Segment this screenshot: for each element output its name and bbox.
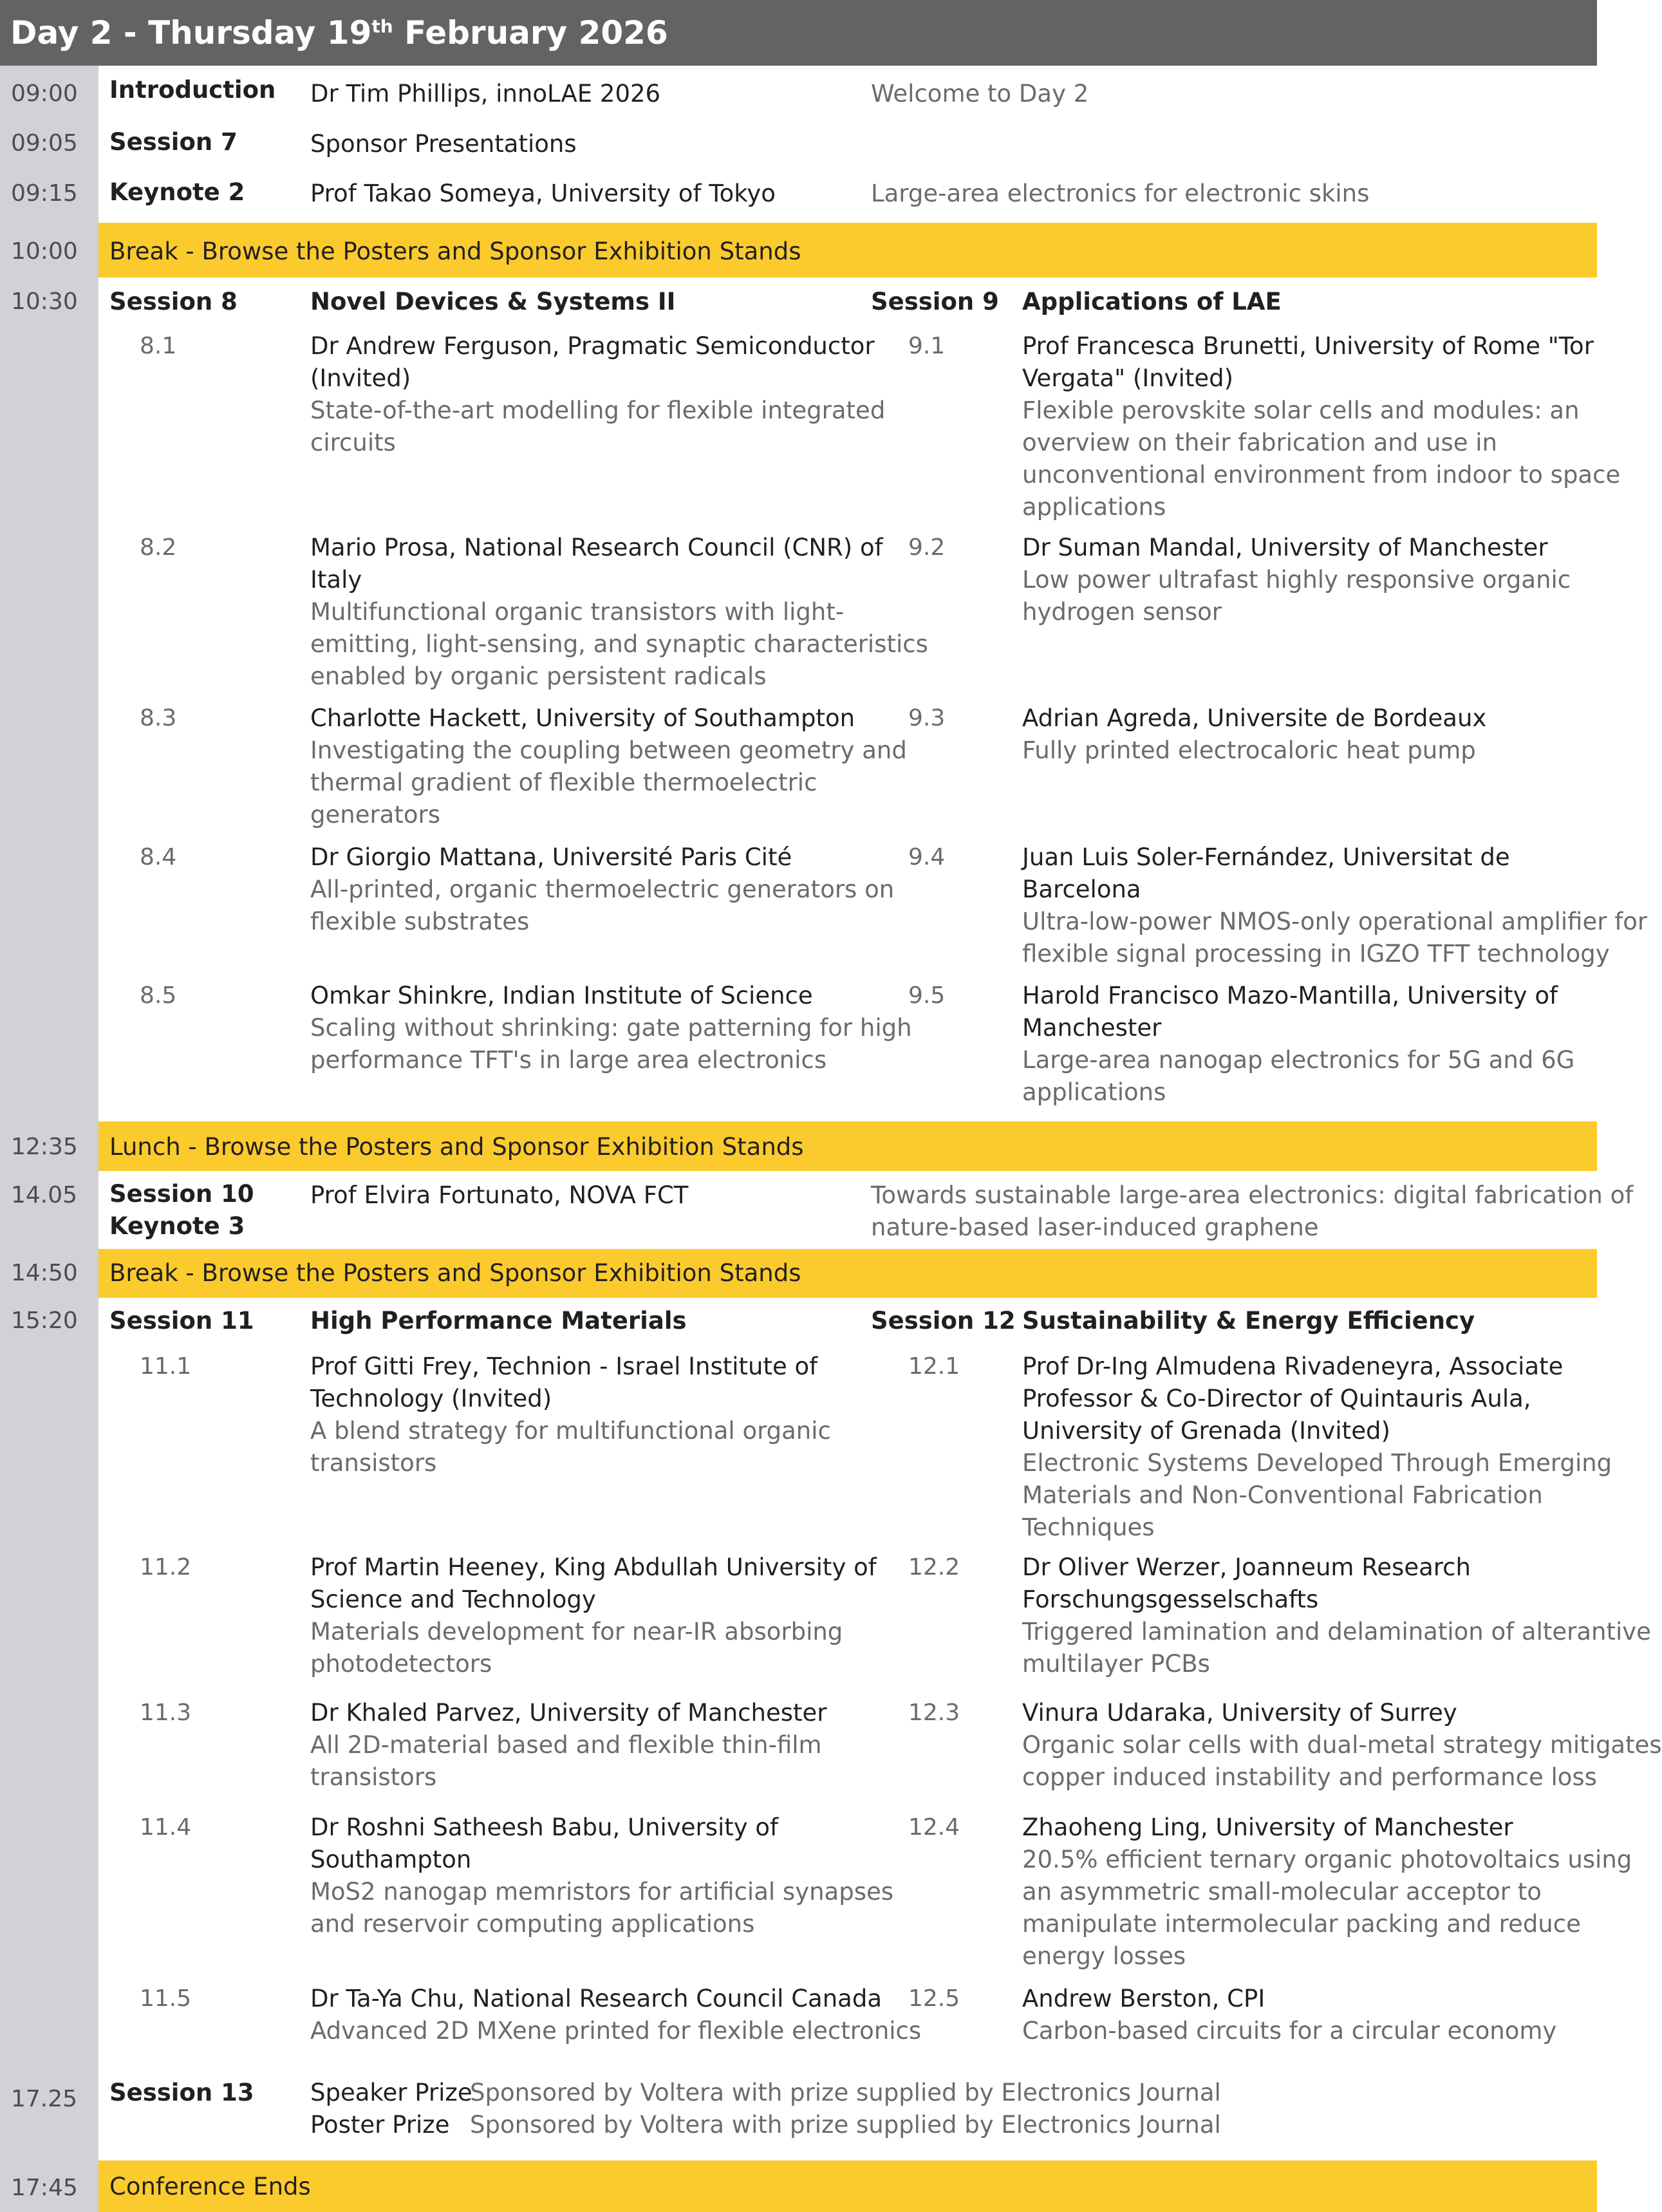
talk-title: flexible signal processing in IGZO TFT technology: [1022, 940, 1610, 968]
talk-number: 8.2: [140, 534, 177, 561]
speaker: Dr Tim Phillips, innoLAE 2026: [310, 80, 661, 108]
talk-title: All-printed, organic thermoelectric generators on: [310, 876, 895, 903]
talk-number: 12.2: [908, 1554, 960, 1580]
talk-title: All 2D-material based and flexible thin-film: [310, 1731, 822, 1759]
talk-number: 9.5: [908, 982, 946, 1009]
talk-number: 9.3: [908, 705, 946, 731]
talk-number: 9.1: [908, 333, 946, 359]
session-label: Session 12: [871, 1307, 1016, 1335]
end-text: Conference Ends: [109, 2173, 311, 2200]
speaker: (Invited): [310, 364, 411, 392]
talk-number: 8.1: [140, 333, 177, 359]
time-label: 17.25: [11, 2086, 78, 2112]
speaker: Charlotte Hackett, University of Southampton: [310, 704, 855, 732]
speaker: University of Grenada (Invited): [1022, 1417, 1390, 1445]
talk-title: applications: [1022, 493, 1166, 521]
prize-label: Speaker Prize: [310, 2079, 472, 2106]
time-label: 10:00: [11, 238, 78, 265]
speaker: Dr Andrew Ferguson, Pragmatic Semiconductor: [310, 332, 875, 360]
speaker: Dr Suman Mandal, University of Manchester: [1022, 534, 1548, 561]
time-label: 10:30: [11, 288, 78, 315]
talk-title: enabled by organic persistent radicals: [310, 662, 767, 690]
speaker: Prof Elvira Fortunato, NOVA FCT: [310, 1181, 689, 1209]
talk-title: Ultra-low-power NMOS-only operational amplifier for: [1022, 908, 1648, 935]
break-text: Break - Browse the Posters and Sponsor Exhibition Stands: [109, 1259, 801, 1287]
row-label: Introduction: [109, 76, 276, 104]
talk-title: flexible substrates: [310, 908, 530, 935]
talk-number: 12.1: [908, 1353, 960, 1380]
session-title: Novel Devices & Systems II: [310, 288, 676, 315]
speaker: Prof Takao Someya, University of Tokyo: [310, 180, 776, 207]
talk-title: Advanced 2D MXene printed for flexible electronics: [310, 2017, 922, 2045]
talk-number: 9.4: [908, 844, 946, 870]
talk-title: A blend strategy for multifunctional organic: [310, 1417, 831, 1445]
session-label: Session 9: [871, 288, 999, 315]
prize-label: Poster Prize: [310, 2111, 450, 2139]
talk-title: Techniques: [1022, 1514, 1155, 1541]
speaker: Sponsor Presentations: [310, 130, 577, 158]
talk-title: State-of-the-art modelling for flexible integrated: [310, 397, 886, 424]
time-label: 15:20: [11, 1308, 78, 1334]
talk-title: nature-based laser-induced graphene: [871, 1214, 1319, 1241]
speaker: Adrian Agreda, Universite de Bordeaux: [1022, 704, 1487, 732]
speaker: Professor & Co-Director of Quintauris Aula,: [1022, 1385, 1531, 1412]
talk-title: and reservoir computing applications: [310, 1910, 755, 1938]
talk-title: Welcome to Day 2: [871, 80, 1089, 108]
time-label: 12:35: [11, 1134, 78, 1160]
break-text: Lunch - Browse the Posters and Sponsor Exhibition Stands: [109, 1133, 804, 1161]
talk-title: circuits: [310, 429, 396, 456]
talk-number: 11.5: [140, 1985, 192, 2012]
session-title: Sustainability & Energy Efficiency: [1022, 1307, 1475, 1335]
talk-title: energy losses: [1022, 1942, 1186, 1970]
talk-number: 9.2: [908, 534, 946, 561]
break-text: Break - Browse the Posters and Sponsor Exhibition Stands: [109, 238, 801, 265]
prize-text: Sponsored by Voltera with prize supplied by Electronics Journal: [470, 2079, 1221, 2106]
talk-number: 8.4: [140, 844, 177, 870]
talk-title: Towards sustainable large-area electronics: digital fabrication of: [871, 1181, 1634, 1209]
time-label: 14.05: [11, 1182, 78, 1208]
talk-title: Flexible perovskite solar cells and modules: an: [1022, 397, 1580, 424]
speaker: Dr Oliver Werzer, Joanneum Research: [1022, 1553, 1471, 1581]
talk-title: Scaling without shrinking: gate patterning for high: [310, 1014, 912, 1042]
speaker: Vergata" (Invited): [1022, 364, 1234, 392]
page-title: Day 2 - Thursday 19th February 2026: [0, 0, 1597, 66]
speaker: Juan Luis Soler-Fernández, Universitat de: [1022, 843, 1510, 871]
talk-number: 12.3: [908, 1700, 960, 1726]
time-label: 09:05: [11, 130, 78, 156]
speaker: Omkar Shinkre, Indian Institute of Science: [310, 982, 813, 1009]
row-label: Keynote 3: [109, 1212, 245, 1240]
talk-title: multilayer PCBs: [1022, 1650, 1210, 1678]
talk-number: 11.4: [140, 1814, 192, 1841]
talk-title: Organic solar cells with dual-metal strategy mitigates: [1022, 1731, 1662, 1759]
speaker: Manchester: [1022, 1014, 1162, 1042]
talk-title: Fully printed electrocaloric heat pump: [1022, 736, 1476, 764]
speaker: Forschungsgesselschafts: [1022, 1586, 1319, 1613]
speaker: Dr Roshni Satheesh Babu, University of: [310, 1814, 779, 1841]
row-label: Keynote 2: [109, 178, 245, 206]
talk-title: hydrogen sensor: [1022, 598, 1222, 626]
time-label: 09:00: [11, 80, 78, 107]
session-label: Session 8: [109, 288, 238, 315]
session-title: High Performance Materials: [310, 1307, 687, 1335]
speaker: Science and Technology: [310, 1586, 596, 1613]
talk-number: 12.4: [908, 1814, 960, 1841]
talk-title: 20.5% efficient ternary organic photovoltaics using: [1022, 1846, 1632, 1873]
speaker: Harold Francisco Mazo-Mantilla, University of: [1022, 982, 1558, 1009]
talk-title: overview on their fabrication and use in: [1022, 429, 1497, 456]
speaker: Dr Giorgio Mattana, Université Paris Cité: [310, 843, 792, 871]
talk-title: Materials and Non-Conventional Fabrication: [1022, 1481, 1543, 1509]
talk-title: Large-area nanogap electronics for 5G and 6G: [1022, 1046, 1575, 1074]
speaker: Prof Gitti Frey, Technion - Israel Institute of: [310, 1353, 818, 1380]
talk-title: emitting, light-sensing, and synaptic characteristics: [310, 630, 928, 658]
speaker: Vinura Udaraka, University of Surrey: [1022, 1699, 1457, 1727]
speaker: Dr Khaled Parvez, University of Manchester: [310, 1699, 827, 1727]
talk-title: Triggered lamination and delamination of alterantive: [1022, 1618, 1651, 1645]
speaker: Zhaoheng Ling, University of Manchester: [1022, 1814, 1513, 1841]
talk-title: Carbon-based circuits for a circular economy: [1022, 2017, 1557, 2045]
talk-title: Materials development for near-IR absorbing: [310, 1618, 843, 1645]
talk-title: photodetectors: [310, 1650, 492, 1678]
session-title: Applications of LAE: [1022, 288, 1282, 315]
talk-title: generators: [310, 801, 440, 829]
talk-title: transistors: [310, 1763, 437, 1791]
prize-text: Sponsored by Voltera with prize supplied by Electronics Journal: [470, 2111, 1221, 2139]
speaker: Dr Ta-Ya Chu, National Research Council Canada: [310, 1985, 882, 2012]
end-band: [98, 2160, 1597, 2212]
talk-title: transistors: [310, 1449, 437, 1477]
talk-title: Electronic Systems Developed Through Emerging: [1022, 1449, 1612, 1477]
talk-title: unconventional environment from indoor to space: [1022, 461, 1621, 489]
talk-number: 8.5: [140, 982, 177, 1009]
time-label: 14:50: [11, 1260, 78, 1286]
talk-number: 8.3: [140, 705, 177, 731]
talk-number: 11.1: [140, 1353, 192, 1380]
talk-title: Multifunctional organic transistors with light-: [310, 598, 845, 626]
speaker: Prof Dr-Ing Almudena Rivadeneyra, Associate: [1022, 1353, 1564, 1380]
talk-number: 11.2: [140, 1554, 192, 1580]
row-label: Session 7: [109, 128, 238, 156]
speaker: Mario Prosa, National Research Council (CNR) of: [310, 534, 883, 561]
talk-title: copper induced instability and performance loss: [1022, 1763, 1597, 1791]
talk-title: Large-area electronics for electronic skins: [871, 180, 1370, 207]
talk-title: performance TFT's in large area electronics: [310, 1046, 827, 1074]
speaker: Andrew Berston, CPI: [1022, 1985, 1265, 2012]
talk-title: MoS2 nanogap memristors for artificial synapses: [310, 1878, 894, 1906]
speaker: Southampton: [310, 1846, 472, 1873]
talk-title: Investigating the coupling between geometry and: [310, 736, 907, 764]
speaker: Prof Martin Heeney, King Abdullah University of: [310, 1553, 877, 1581]
speaker: Prof Francesca Brunetti, University of Rome "Tor: [1022, 332, 1594, 360]
speaker: Barcelona: [1022, 876, 1141, 903]
time-label: 17:45: [11, 2175, 78, 2201]
talk-number: 11.3: [140, 1700, 192, 1726]
talk-title: Low power ultrafast highly responsive organic: [1022, 566, 1571, 594]
talk-title: applications: [1022, 1078, 1166, 1106]
talk-number: 12.5: [908, 1985, 960, 2012]
time-label: 09:15: [11, 180, 78, 207]
talk-title: an asymmetric small-molecular acceptor to: [1022, 1878, 1542, 1906]
row-label: Session 13: [109, 2079, 254, 2106]
row-label: Session 10: [109, 1180, 254, 1208]
talk-title: manipulate intermolecular packing and reduce: [1022, 1910, 1581, 1938]
speaker: Technology (Invited): [310, 1385, 552, 1412]
speaker: Italy: [310, 566, 362, 594]
talk-title: thermal gradient of flexible thermoelectric: [310, 769, 817, 796]
session-label: Session 11: [109, 1307, 254, 1335]
